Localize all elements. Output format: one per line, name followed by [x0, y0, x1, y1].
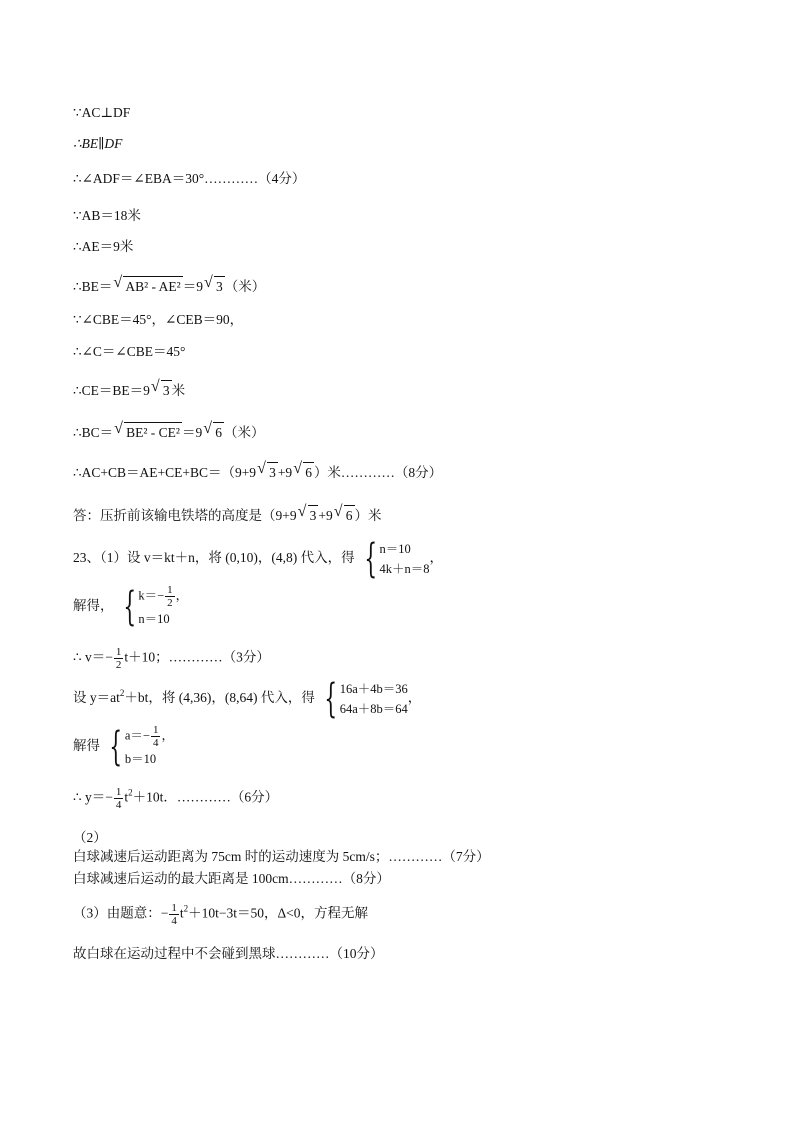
- step-be-parallel-df: ∴BE∥DF: [73, 136, 123, 151]
- sqrt-6: √ 6: [335, 505, 355, 525]
- sqrt-3: √ 3: [258, 462, 278, 482]
- sqrt-ab-ae: √ AB² - AE²: [114, 276, 182, 296]
- part3-equation: （3）由题意：− $\frac{1}{4}$ $t^2+10t-3t=50$，Δ<0，方程无解: [73, 902, 369, 927]
- y-setup: 设 $y=at^2+bt$，将 (4,36)，(8,64) 代入，得 { 16a＋4b＝36 64a＋8b＝64 ，: [73, 675, 422, 722]
- sqrt-3: √ 3: [299, 505, 319, 525]
- part2-max-distance: 白球减速后运动的最大距离是 100cm…………（8分）: [73, 871, 390, 886]
- step-ac-perp-df: ∵AC⊥DF: [73, 105, 131, 120]
- part2-label: （2）: [73, 830, 107, 845]
- solution-system: { a＝− $\frac{1}{4}$ ， b＝10: [109, 723, 174, 770]
- fraction: $\frac{1}{2}$: [167, 584, 173, 610]
- equation-system: { 16a＋4b＝36 64a＋8b＝64: [324, 675, 408, 722]
- sqrt-6: √ 6: [294, 462, 314, 482]
- step-angle-adf: ∴∠ADF＝∠EBA＝30°…………（4分）: [73, 171, 306, 186]
- step-angle-c: ∴∠C＝∠CBE＝45°: [73, 344, 186, 359]
- part3-conclusion: 故白球在运动过程中不会碰到黑球…………（10分）: [73, 946, 384, 961]
- solution-system: { k＝− $\frac{1}{2}$ ， n＝10: [123, 583, 189, 630]
- y-equation: ∴ y＝− $\frac{1}{4}$ $t^2+10t$．…………（6分）: [73, 786, 279, 811]
- step-ab-length: ∵AB＝18米: [73, 208, 141, 223]
- solve-k-n: 解得， { k＝− $\frac{1}{2}$ ， n＝10: [73, 583, 189, 630]
- sqrt-be-ce: √ BE² - CE²: [115, 422, 182, 442]
- sqrt-6: √ 6: [204, 422, 224, 442]
- fraction: $\frac{1}{4}$: [171, 902, 177, 927]
- step-ae-length: ∴AE＝9米: [73, 239, 134, 254]
- part2-speed: 白球减速后运动距离为 75cm 时的运动速度为 5cm/s；…………（7分）: [73, 849, 490, 864]
- v-equation: ∴ v＝− $\frac{1}{2}$ t＋10；…………（3分）: [73, 646, 270, 671]
- step-total-height: ∴AC+CB＝AE+CE+BC＝（9+9√ 3 +9√ 6 ）米…………（8分）: [73, 462, 442, 482]
- sqrt-3: √ 3: [205, 276, 225, 296]
- q23-part1-setup: 23、（1）设 v＝kt＋n，将 (0,10)，(4,8) 代入，得 { n＝10 4k＋n＝8 ，: [73, 535, 443, 582]
- be-prefix: ∴BE＝: [73, 279, 113, 294]
- step-bc-length: ∴BC＝√ BE² - CE² ＝9√ 6 （米）: [73, 422, 264, 442]
- step-angle-cbe: ∵∠CBE＝45°，∠CEB＝90，: [73, 312, 244, 327]
- answer-line: 答：压折前该输电铁塔的高度是（9+9√ 3 +9√ 6 ）米: [73, 505, 382, 525]
- step-be-length: ∴BE＝√ AB² - AE² ＝9√ 3 （米）: [73, 276, 265, 296]
- fraction: $\frac{1}{4}$: [115, 786, 122, 811]
- sqrt-3: √ 3: [152, 380, 172, 400]
- equation-system: { n＝10 4k＋n＝8: [364, 535, 430, 582]
- step-ce-length: ∴CE＝BE＝9√ 3 米: [73, 380, 185, 400]
- solve-a-b: 解得 { a＝− $\frac{1}{4}$ ， b＝10: [73, 723, 174, 770]
- fraction: $\frac{1}{4}$: [152, 724, 159, 750]
- fraction: $\frac{1}{2}$: [115, 646, 122, 671]
